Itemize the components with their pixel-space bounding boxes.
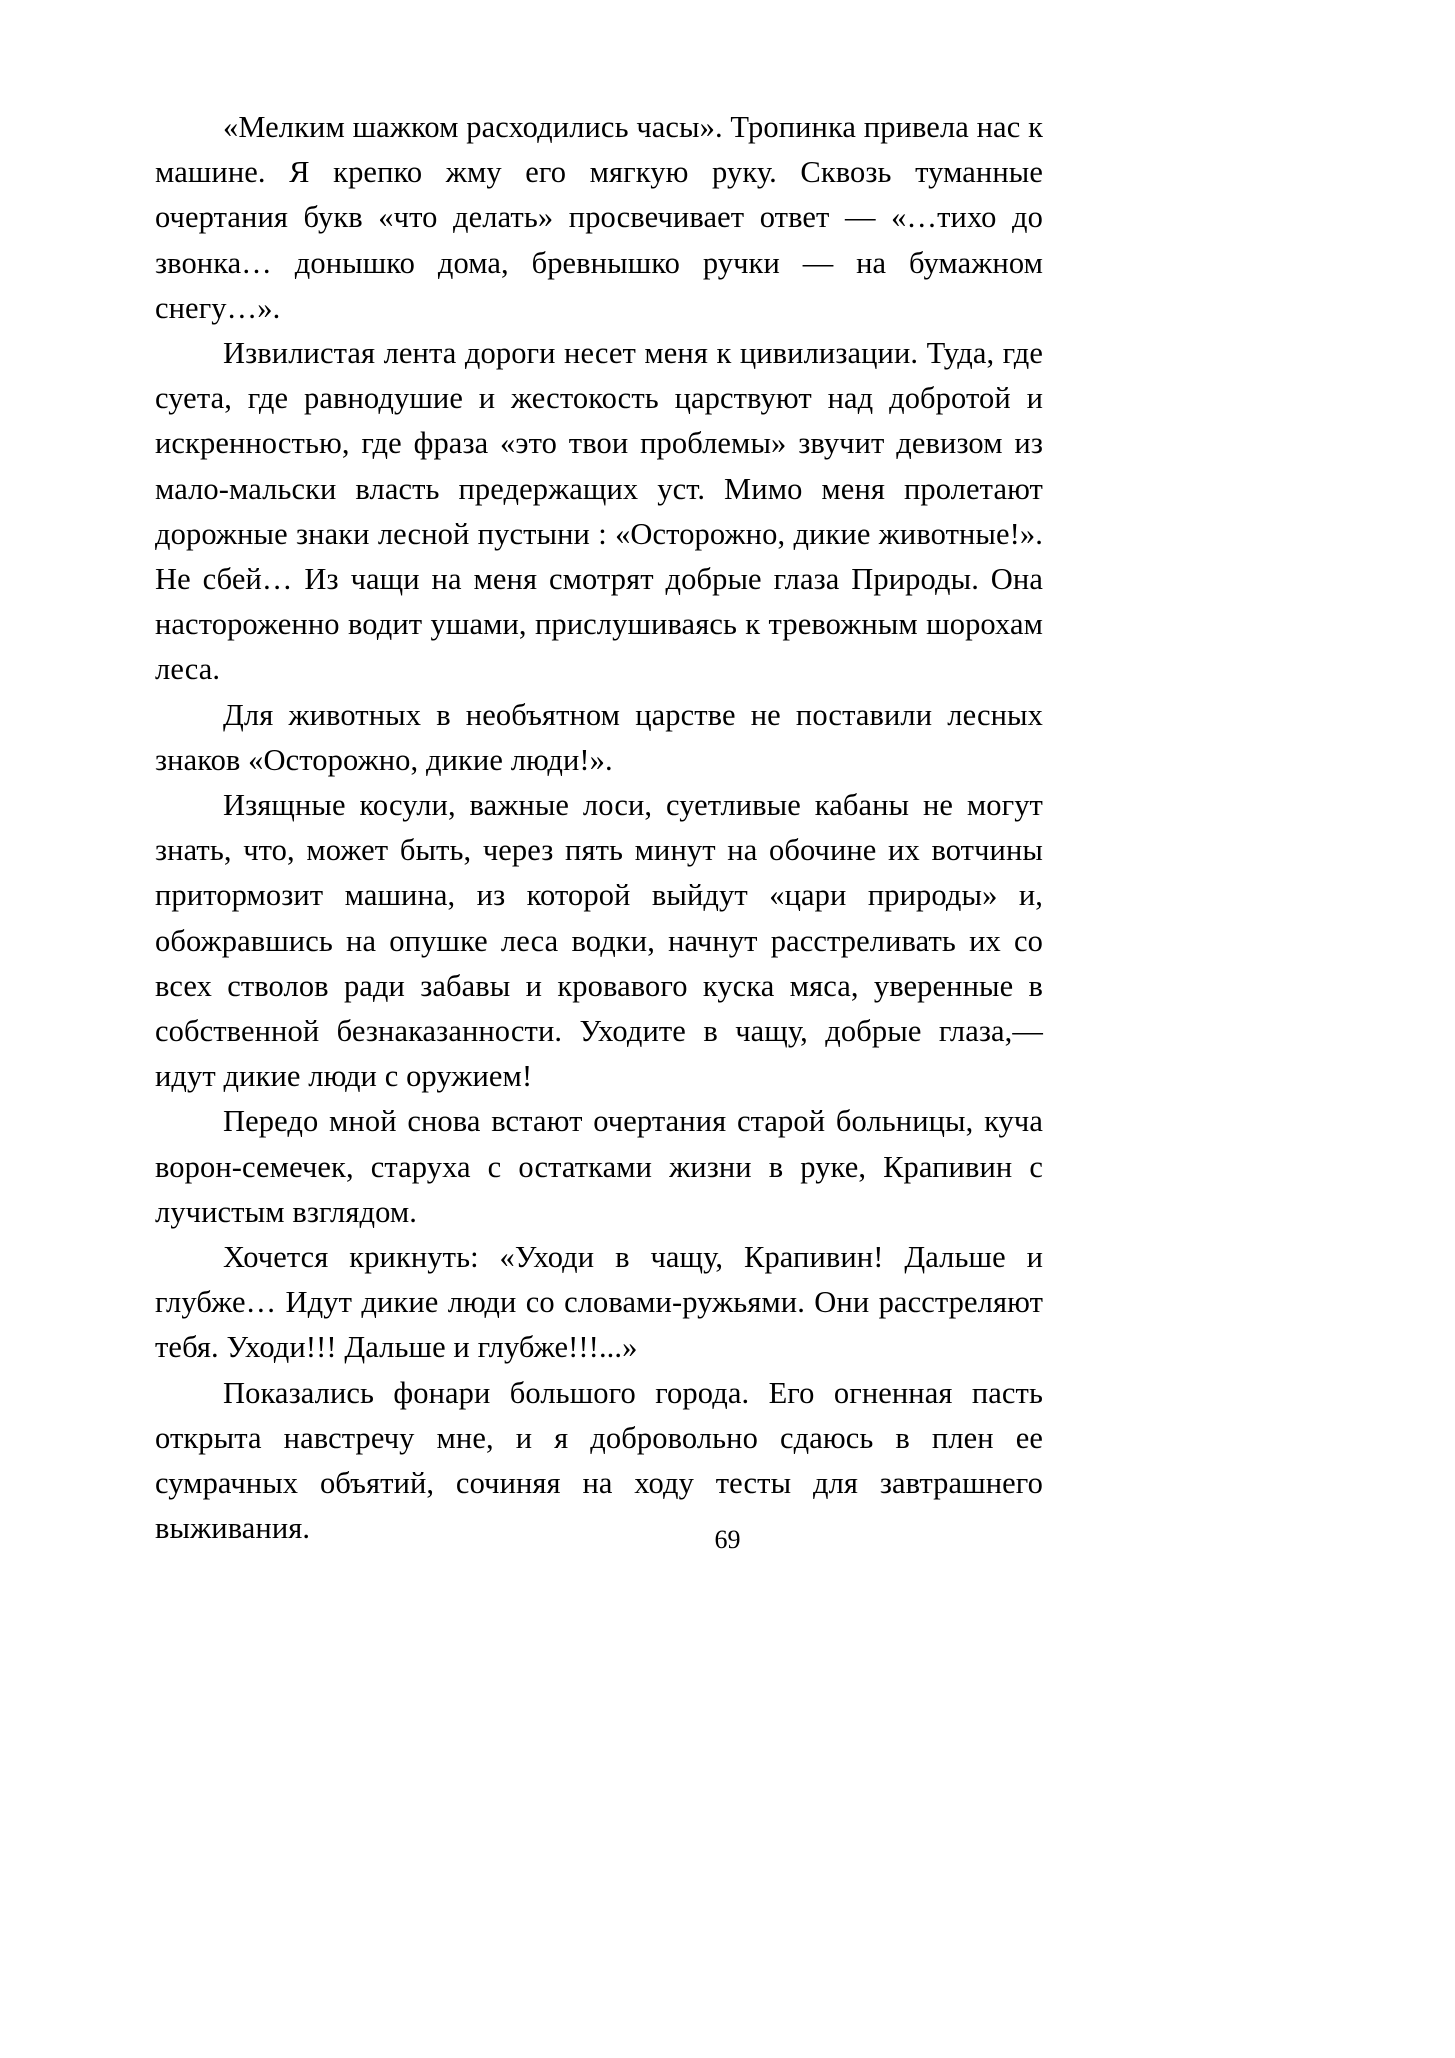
paragraph-6: Хочется крикнуть: «Уходи в чащу, Крапивин! Дальше и глубже… Идут дикие люди со словами-ружьями. Они расстреляют тебя. Уходи!!! Дальше и глубже!!!...»: [155, 1240, 1043, 1365]
paragraph-7: Показались фонари большого города. Его огненная пасть открыта навстречу мне, и я добровольно сдаюсь в плен ее сумрачных объятий, сочиняя на ходу тесты для завтрашнего выживания.: [155, 1375, 1043, 1546]
body-text-column: [155, 105, 1043, 1552]
paragraph-5: Передо мной снова встают очертания старой больницы, куча ворон-семечек, старуха с остатками жизни в руке, Крапивин с лучистым взглядом.: [155, 1104, 1043, 1229]
page-number: 69: [714, 1525, 741, 1554]
paragraph-1: «Мелким шажком расходились часы». Тропинка привела нас к машине. Я крепко жму его мягкую руку. Сквозь туманные очертания букв «что делать» просвечивает ответ — «…тихо до звонка… донышко дома, бревнышко ручки — на бумажном снегу…».: [155, 110, 1043, 325]
paragraph-4: Изящные косули, важные лоси, суетливые кабаны не могут знать, что, может быть, через пять минут на обочине их вотчины притормозит машина, из которой выйдут «цари природы» и, обожравшись на опушке леса водки, начнут расстреливать их со всех стволов ради забавы и кровавого куска мяса, уверенные в собственной безнаказанности. Уходите в чащу, добрые глаза,— идут дикие люди с оружием!: [155, 788, 1043, 1094]
paragraph-2: Извилистая лента дороги несет меня к цивилизации. Туда, где суета, где равнодушие и жестокость царствуют над добротой и искренностью, где фраза «это твои проблемы» звучит девизом из мало-мальски власть предержащих уст. Мимо меня пролетают дорожные знаки лесной пустыни : «Осторожно, дикие животные!». Не сбей… Из чащи на меня смотрят добрые глаза Природы. Она настороженно водит ушами, прислушиваясь к тревожным шорохам леса.: [155, 336, 1043, 687]
paragraph-3: Для животных в необъятном царстве не поставили лесных знаков «Осторожно, дикие люди!».: [155, 697, 1043, 777]
